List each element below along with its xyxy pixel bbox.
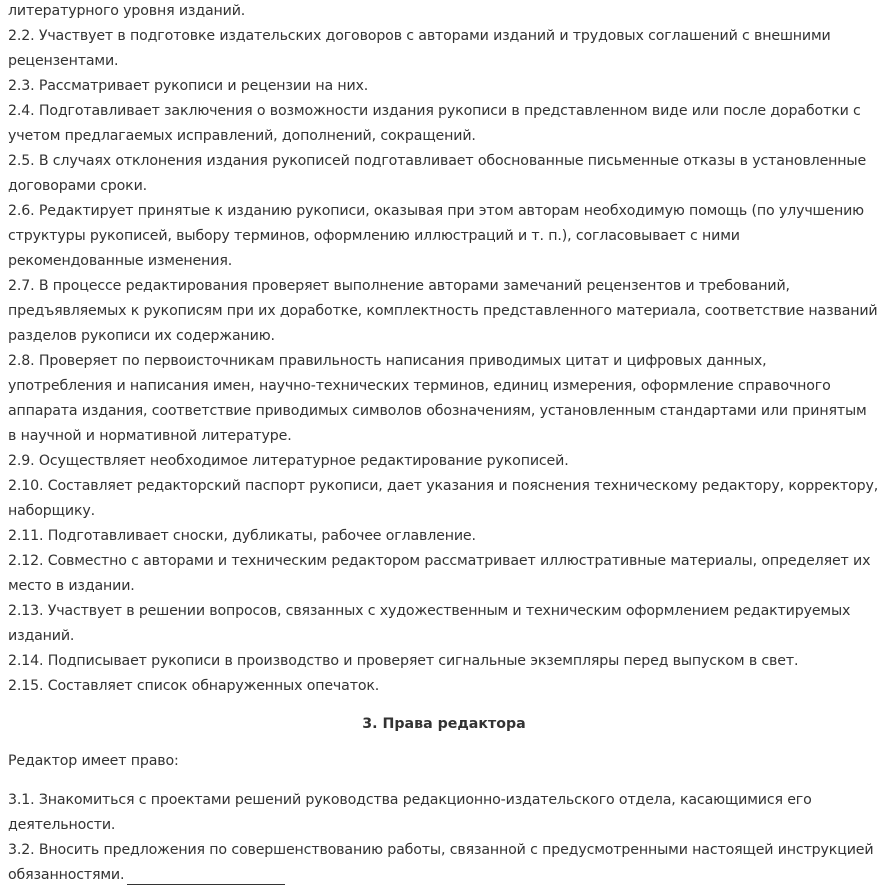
text-line: учетом предлагаемых исправлений, дополнений, сокращений. (8, 128, 476, 144)
text-line: деятельности. (8, 817, 116, 833)
text-line: 2.10. Составляет редакторский паспорт рукописи, дает указания и пояснения техническому редактору, корректору, (8, 478, 879, 494)
text-line: 2.11. Подготавливает сноски, дубликаты, рабочее оглавление. (8, 528, 476, 544)
text-line: 2.6. Редактирует принятые к изданию рукописи, оказывая при этом авторам необходимую помощь (по улучшению (8, 203, 864, 219)
text-line: 2.14. Подписывает рукописи в производство и проверяет сигнальные экземпляры перед выпуском в свет. (8, 653, 799, 669)
text-line: структуры рукописей, выбору терминов, оформлению иллюстраций и т. п.), согласовывает с ними (8, 228, 740, 244)
text-line: 3.1. Знакомиться с проектами решений руководства редакционно-издательского отдела, касающимися его (8, 792, 812, 808)
text-line: литературного уровня изданий. (8, 3, 246, 19)
text-line: 2.8. Проверяет по первоисточникам правильность написания приводимых цитат и цифровых данных, (8, 353, 767, 369)
text-line: рецензентами. (8, 53, 119, 69)
text-line: изданий. (8, 628, 75, 644)
text-line: 2.5. В случаях отклонения издания рукописей подготавливает обоснованные письменные отказы в установленные (8, 153, 867, 169)
document-body (8, 0, 880, 888)
text-line: место в издании. (8, 578, 135, 594)
text-line: рекомендованные изменения. (8, 253, 233, 269)
section-3-intro: Редактор имеет право: (8, 753, 179, 769)
text-line: аппарата издания, соответствие приводимых символов обозначениям, установленным стандартами или принятым (8, 403, 867, 419)
text-line: 2.7. В процессе редактирования проверяет выполнение авторами замечаний рецензентов и требований, (8, 278, 790, 294)
text-line: 3.2. Вносить предложения по совершенствованию работы, связанной с предусмотренными настоящей инструкцией (8, 842, 874, 858)
text-line: 2.9. Осуществляет необходимое литературное редактирование рукописей. (8, 453, 569, 469)
text-line: обязанностями. (8, 867, 125, 883)
text-line: разделов рукописи их содержанию. (8, 328, 275, 344)
text-line: договорами сроки. (8, 178, 148, 194)
text-line: наборщику. (8, 503, 95, 519)
text-line: предъявляемых к рукописям при их доработке, комплектность представленного материала, соответствие названий (8, 303, 878, 319)
bottom-divider (127, 884, 285, 885)
text-line: 2.15. Составляет список обнаруженных опечаток. (8, 678, 380, 694)
text-line: употребления и написания имен, научно-технических терминов, единиц измерения, оформление справочного (8, 378, 831, 394)
text-line: 2.2. Участвует в подготовке издательских договоров с авторами изданий и трудовых соглашений с внешними (8, 28, 831, 44)
text-line: 2.12. Совместно с авторами и техническим редактором рассматривает иллюстративные материалы, определяет их (8, 553, 871, 569)
text-line: 2.3. Рассматривает рукописи и рецензии на них. (8, 78, 369, 94)
text-line: 2.4. Подготавливает заключения о возможности издания рукописи в представленном виде или после доработки с (8, 103, 861, 119)
section-3-heading: 3. Права редактора (362, 716, 526, 732)
text-line: 2.13. Участвует в решении вопросов, связанных с художественным и техническим оформлением редактируемых (8, 603, 851, 619)
section-2-duties (8, 0, 880, 699)
text-line: в научной и нормативной литературе. (8, 428, 292, 444)
section-3-rights (8, 788, 880, 888)
